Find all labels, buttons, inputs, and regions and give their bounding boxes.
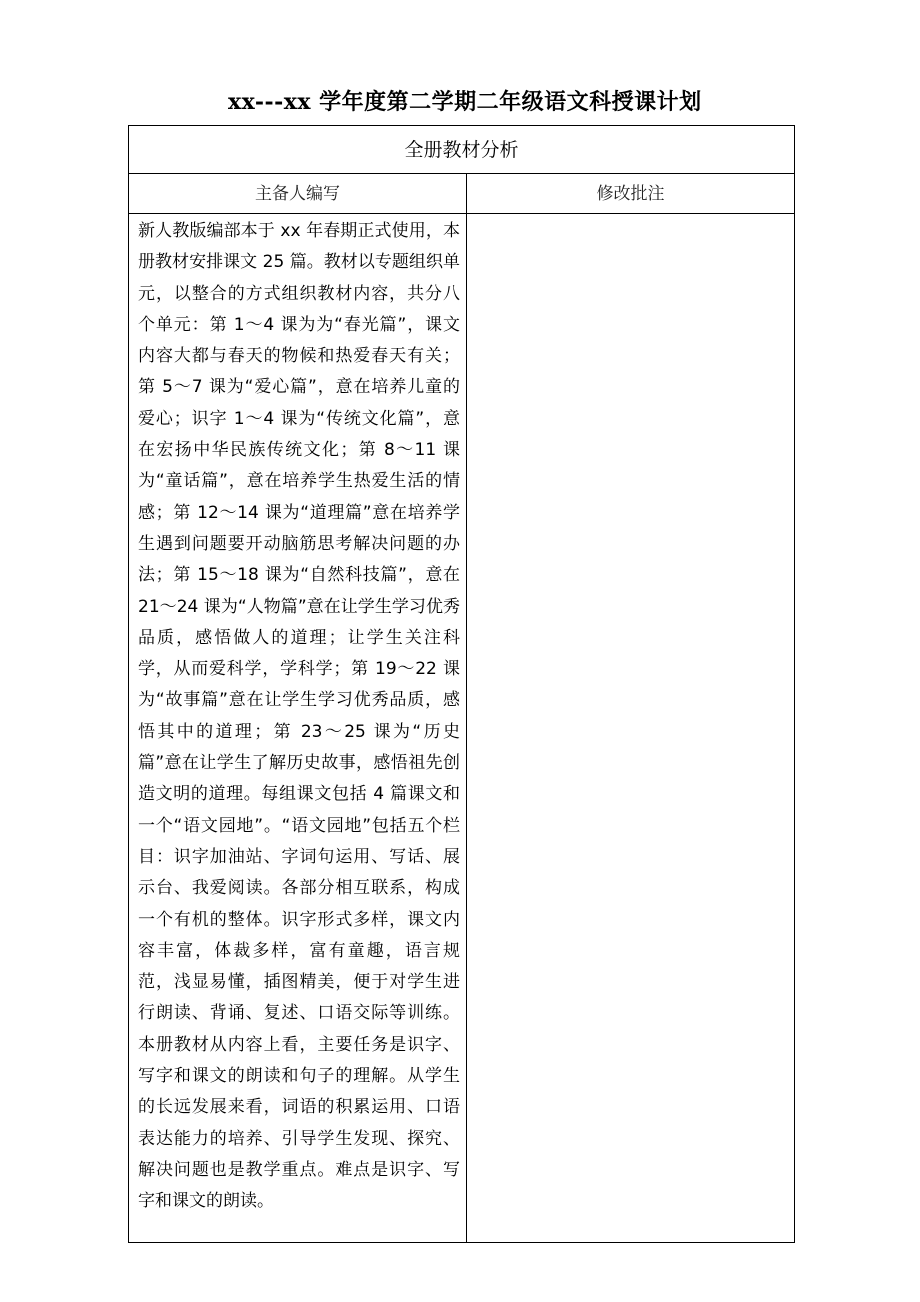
textbook-analysis-text: 新人教版编部本于 xx 年春期正式使用，本册教材安排课文 25 篇。教材以专题组织单元，以整合的方式组织教材内容，共分八个单元：第 1～4 课为为“春光篇”，课文内容大都与春天的物候和热爱春天有关；第 5～7 课为“爱心篇”，意在培养儿童的爱心；识字 1～4 课为“传统文化篇”，意在宏扬中华民族传统文化；第 8～11 课为“童话篇”，意在培养学生热爱生活的情感；第 12～14 课为“道理篇”意在培养学生遇到问题要开动脑筋思考解决问题的办法；第 15～18 课为“自然科技篇”，意在 21～24 课为“人物篇”意在让学生学习优秀品质，感悟做人的道理；让学生关注科学，从而爱科学，学科学；第 19～22 课为“故事篇”意在让学生学习优秀品质，感悟其中的道理；第 23～25 课为“历史篇”意在让学生了解历史故事，感悟祖先创造文明的道理。每组课文包括 4 篇课文和一个“语文园地”。“语文园地”包括五个栏目：识字加油站、字词句运用、写话、展示台、我爱阅读。各部分相互联系，构成一个有机的整体。识字形式多样，课文内容丰富，体裁多样，富有童趣，语言规范，浅显易懂，插图精美，便于对学生进行朗读、背诵、复述、口语交际等训练。本册教材从内容上看，主要任务是识字、写字和课文的朗读和句子的理解。从学生的长远发展来看，词语的积累运用、口语表达能力的培养、引导学生发现、探究、解决问题也是教学重点。难点是识字、写字和课文的朗读。 [138,221,460,1212]
revision-notes-cell[interactable] [467,214,794,1242]
author-content-cell [129,214,467,1242]
document-title: xx---xx 学年度第二学期二年级语文科授课计划 [228,89,702,115]
column-header-revision: 修改批注 [467,174,794,214]
section-header-textbook-analysis: 全册教材分析 [129,126,794,174]
column-header-author: 主备人编写 [129,174,467,214]
teaching-plan-table [128,125,795,1243]
